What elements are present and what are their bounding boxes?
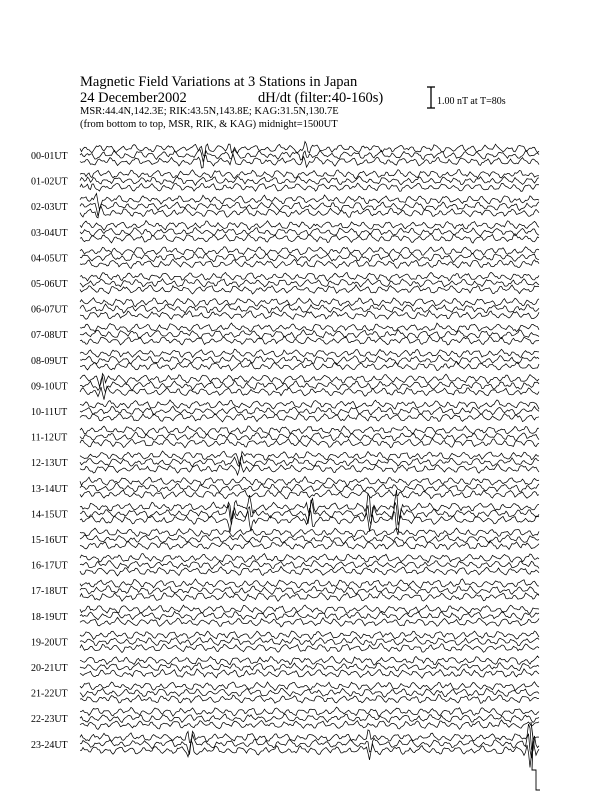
hour-row	[31, 194, 539, 218]
station-trace-kag	[80, 374, 539, 387]
station-trace-kag	[80, 323, 539, 332]
hour-row	[31, 682, 539, 704]
station-trace-msr	[80, 183, 539, 191]
hour-label: 04-05UT	[31, 253, 68, 265]
station-trace-kag	[80, 477, 539, 487]
hour-label: 14-15UT	[31, 509, 68, 521]
hour-row	[31, 528, 539, 550]
hour-label: 07-08UT	[31, 330, 68, 342]
hour-label: 06-07UT	[31, 304, 68, 316]
hour-row	[31, 400, 539, 422]
station-trace-rik	[80, 355, 539, 365]
station-trace-msr	[80, 311, 539, 320]
hour-row	[31, 477, 539, 499]
scale-label: 1.00 nT at T=80s	[437, 96, 506, 107]
hour-label: 18-19UT	[31, 611, 68, 623]
station-trace-rik	[80, 456, 539, 467]
station-trace-kag	[80, 579, 539, 588]
hour-label: 23-24UT	[31, 739, 68, 751]
hour-row	[31, 490, 539, 535]
hour-row	[31, 170, 539, 192]
hour-label: 16-17UT	[31, 560, 68, 572]
hour-row	[31, 631, 539, 653]
hour-label: 21-22UT	[31, 688, 68, 700]
station-trace-msr	[80, 386, 539, 400]
hour-row	[31, 656, 539, 678]
station-trace-rik	[80, 663, 539, 672]
station-trace-rik	[80, 561, 539, 569]
station-trace-msr	[80, 413, 539, 422]
station-trace-msr	[80, 285, 539, 294]
station-trace-msr	[80, 234, 539, 244]
hour-label: 08-09UT	[31, 355, 68, 367]
hour-row	[31, 579, 539, 601]
station-trace-kag	[80, 221, 539, 231]
hour-label: 02-03UT	[31, 202, 68, 214]
order-note: (from bottom to top, MSR, RIK, & KAG) midnight=1500UT	[80, 119, 338, 130]
station-trace-msr	[80, 541, 539, 550]
scale-bar	[427, 87, 435, 108]
hour-label: 19-20UT	[31, 637, 68, 649]
station-trace-kag	[80, 298, 539, 307]
quantity-label: dH/dt (filter:40-160s)	[258, 90, 384, 106]
station-trace-kag	[80, 605, 539, 614]
station-trace-kag	[80, 400, 539, 409]
hour-row	[31, 426, 539, 448]
station-trace-kag	[80, 426, 539, 435]
station-trace-kag	[80, 451, 539, 464]
station-trace-msr	[80, 617, 539, 627]
station-trace-msr	[80, 669, 539, 678]
station-trace-rik	[80, 150, 539, 162]
hour-label: 01-02UT	[31, 176, 68, 188]
station-trace-rik	[80, 304, 539, 313]
station-trace-msr	[80, 566, 539, 576]
hour-label: 10-11UT	[31, 407, 68, 418]
station-trace-rik	[80, 586, 539, 595]
hour-label: 09-10UT	[31, 381, 68, 393]
station-trace-kag	[80, 682, 539, 691]
hour-row	[31, 221, 539, 244]
hour-label: 00-01UT	[31, 151, 68, 162]
hour-label: 17-18UT	[31, 586, 68, 598]
hour-row	[31, 374, 539, 400]
station-trace-msr	[80, 695, 539, 704]
station-trace-rik	[80, 714, 539, 722]
chart-title: Magnetic Field Variations at 3 Stations in Japan	[80, 74, 358, 90]
station-trace-msr	[80, 439, 539, 448]
hour-label: 12-13UT	[31, 458, 68, 470]
station-trace-msr	[80, 739, 539, 768]
station-trace-rik	[80, 734, 539, 759]
station-trace-msr	[80, 490, 539, 499]
station-trace-rik	[80, 406, 539, 415]
station-trace-msr	[80, 206, 539, 218]
hour-row	[31, 724, 539, 767]
hour-row	[31, 298, 539, 320]
hour-label: 13-14UT	[31, 483, 68, 495]
hour-row	[31, 323, 539, 345]
station-trace-rik	[80, 176, 539, 185]
hour-row	[31, 605, 539, 627]
station-trace-kag	[80, 272, 539, 281]
stations-label: MSR:44.4N,142.3E; RIK:43.5N,143.8E; KAG:31.5N,130.7E	[80, 106, 339, 117]
station-trace-msr	[80, 644, 539, 653]
end-spike	[531, 722, 540, 790]
station-trace-kag	[80, 349, 539, 357]
hour-row	[31, 707, 539, 729]
station-trace-rik	[80, 637, 539, 646]
station-trace-rik	[80, 483, 539, 492]
station-trace-kag	[80, 656, 539, 665]
station-trace-kag	[80, 194, 539, 210]
station-trace-kag	[80, 170, 539, 179]
hour-row	[31, 247, 539, 269]
station-trace-kag	[80, 247, 539, 256]
hour-label: 22-23UT	[31, 714, 68, 726]
hour-label: 03-04UT	[31, 227, 68, 239]
hour-row	[31, 451, 539, 475]
station-trace-kag	[80, 707, 539, 716]
hour-row	[31, 142, 539, 169]
station-trace-msr	[80, 361, 539, 370]
station-trace-rik	[80, 202, 539, 217]
station-trace-rik	[80, 500, 539, 525]
hour-row	[31, 272, 539, 294]
date-label: 24 December2002	[80, 90, 187, 106]
hour-label: 05-06UT	[31, 279, 68, 290]
station-trace-rik	[80, 330, 539, 339]
station-trace-kag	[80, 554, 539, 563]
station-trace-rik	[80, 689, 539, 698]
hour-label: 15-16UT	[31, 535, 68, 546]
hour-row	[31, 349, 539, 371]
hour-row	[31, 554, 539, 576]
station-trace-msr	[80, 154, 539, 168]
station-trace-rik	[80, 432, 539, 441]
hourly-rows	[31, 142, 540, 791]
station-trace-msr	[80, 336, 539, 345]
station-trace-kag	[80, 528, 539, 537]
hour-label: 11-12UT	[31, 432, 68, 444]
hour-label: 20-21UT	[31, 663, 68, 674]
